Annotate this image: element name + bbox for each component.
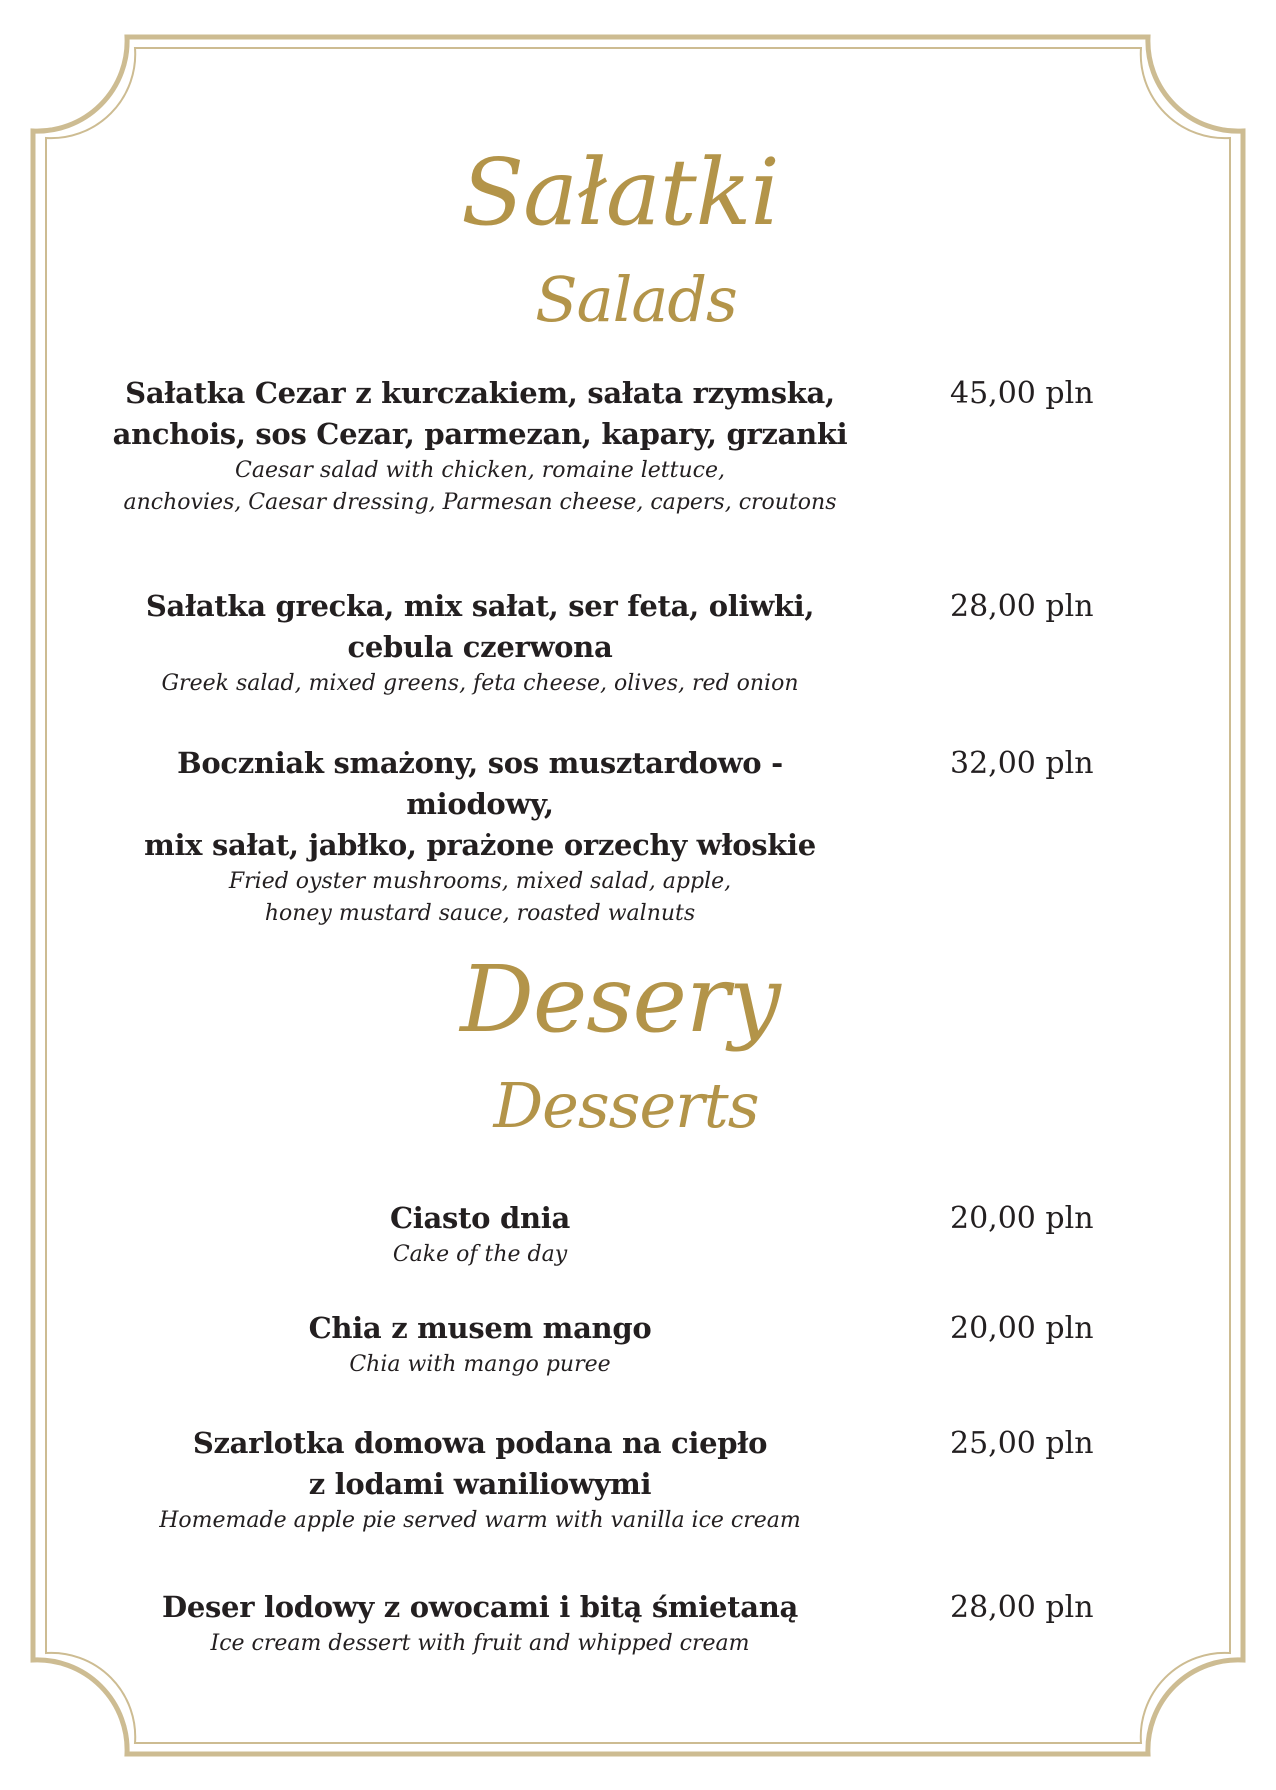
item-price: 32,00 pln <box>950 746 1094 781</box>
item-description-line: anchovies, Caesar dressing, Parmesan cheese, capers, croutons <box>123 490 837 515</box>
item-description-line: Cake of the day <box>392 1242 568 1267</box>
salads-title-english: Salads <box>535 263 737 336</box>
item-name-line: Ciasto dnia <box>390 1201 570 1235</box>
item-name-line: Sałatka grecka, mix sałat, ser feta, oliwki, <box>145 589 815 623</box>
item-price: 28,00 pln <box>950 589 1094 624</box>
item-name-line: Boczniak smażony, sos musztardowo - miodowy, <box>177 746 783 821</box>
desserts-title-english: Desserts <box>493 1069 759 1142</box>
item-description-line: honey mustard sauce, roasted walnuts <box>264 901 696 926</box>
desserts-title-polish: Desery <box>460 946 780 1053</box>
item-description-line: Homemade apple pie served warm with vanilla ice cream <box>159 1508 801 1533</box>
item-price: 25,00 pln <box>950 1426 1094 1461</box>
item-name-line: z lodami waniliowymi <box>308 1467 652 1501</box>
item-name-line: cebula czerwona <box>347 630 613 664</box>
item-price: 20,00 pln <box>950 1201 1094 1236</box>
item-price: 20,00 pln <box>950 1311 1094 1346</box>
item-name-line: mix sałat, jabłko, prażone orzechy włoskie <box>144 828 816 862</box>
item-name-line: Chia z musem mango <box>308 1311 652 1345</box>
item-description-line: Ice cream dessert with fruit and whipped cream <box>210 1631 750 1656</box>
item-price: 28,00 pln <box>950 1590 1094 1625</box>
item-description-line: Chia with mango puree <box>349 1352 611 1377</box>
item-description-line: Greek salad, mixed greens, feta cheese, olives, red onion <box>161 671 799 696</box>
item-name-line: Deser lodowy z owocami i bitą śmietaną <box>162 1590 798 1624</box>
item-price: 45,00 pln <box>950 376 1094 411</box>
item-description-line: Caesar salad with chicken, romaine lettuce, <box>235 458 725 483</box>
item-name-line: Sałatka Cezar z kurczakiem, sałata rzymska, <box>125 376 835 410</box>
salads-title-polish: Sałatki <box>461 139 779 246</box>
item-description-line: Fried oyster mushrooms, mixed salad, apple, <box>228 869 732 894</box>
item-name-line: Szarlotka domowa podana na ciepło <box>192 1426 768 1460</box>
item-name-line: anchois, sos Cezar, parmezan, kapary, grzanki <box>112 417 848 451</box>
